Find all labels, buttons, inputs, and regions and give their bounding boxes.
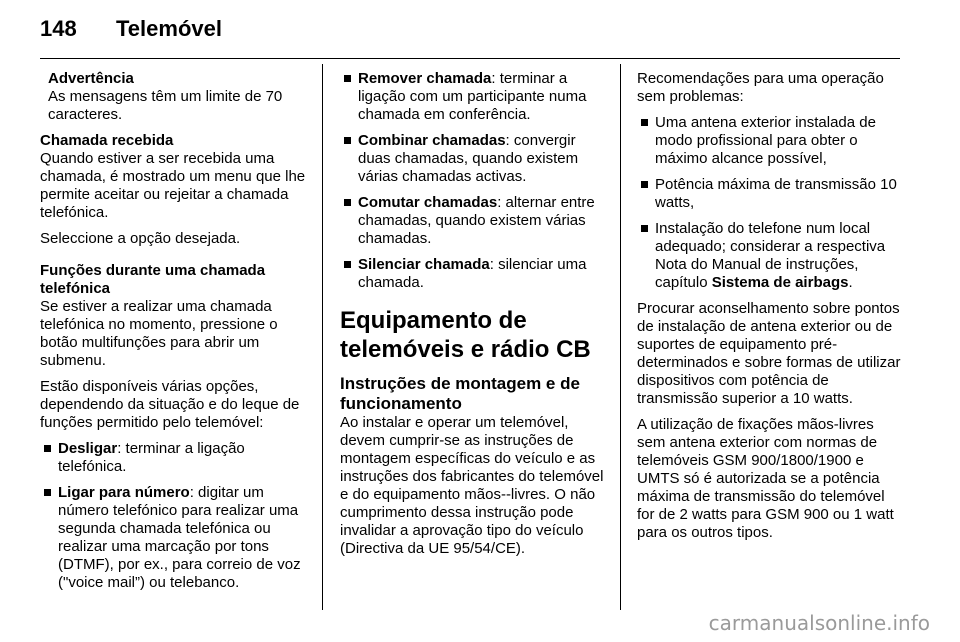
incoming-call-text: Quando estiver a ser recebida uma chamada, é mostrado um menu que lhe permite aceitar ou rejeitar a chamada telefónica. — [40, 150, 306, 221]
column-3 — [637, 70, 905, 550]
list-item-term: Combinar chamadas — [358, 132, 506, 149]
call-functions-text: Se estiver a realizar uma chamada telefónica no momento, pressione o botão multifunções para abrir um submenu. — [40, 298, 278, 369]
warning-text: As mensagens têm um limite de 70 caracteres. — [48, 88, 283, 123]
subsection-heading: Instruções de montagem e de funcionamento — [340, 374, 580, 413]
list-item-text: Potência máxima de transmissão 10 watts, — [655, 176, 897, 211]
bullet-square-icon — [641, 225, 648, 232]
options-text: Estão disponíveis várias opções, dependendo da situação e do leque de funções permitido pelo telemóvel: — [40, 378, 300, 431]
warning-note — [48, 70, 310, 124]
page-title: Telemóvel — [116, 16, 222, 41]
bullet-square-icon — [344, 75, 351, 82]
list-item-tail: . — [848, 274, 853, 291]
header-rule — [40, 58, 900, 59]
list-item-term: Silenciar chamada — [358, 256, 490, 273]
column-2 — [340, 70, 608, 566]
list-item-text: : terminar a ligação telefónica. — [58, 440, 245, 475]
bullet-square-icon — [344, 261, 351, 268]
warning-title: Advertência — [48, 70, 134, 87]
list-item-text: : silenciar uma chamada. — [358, 256, 587, 291]
list-item-text: : terminar a ligação com um participante numa chamada em conferência. — [358, 70, 587, 123]
list-item-text: Uma antena exterior instalada de modo profissional para obter o máximo alcance possível, — [655, 114, 876, 167]
bullet-square-icon — [44, 445, 51, 452]
call-functions-section — [40, 262, 310, 370]
column-1 — [40, 70, 310, 600]
advice-text: Procurar aconselhamento sobre pontos de instalação de antena exterior ou de suportes de equipamento pré-determinados e sobre formas de utilizar dispositivos com potência de transmissão superior a 10 watts. — [637, 300, 901, 407]
airbag-reference: Sistema de airbags — [711, 274, 849, 291]
list-item — [340, 132, 608, 186]
call-functions-title: Funções durante uma chamada telefónica — [40, 262, 266, 297]
list-item — [637, 114, 905, 168]
list-item-text: : digitar um número telefónico para realizar uma segunda chamada telefónica ou realizar uma marcação por tons (DTMF), por ex., para correio de voz ("voice mail”) ou telebanco. — [58, 484, 301, 591]
bullet-square-icon — [44, 489, 51, 496]
list-item-text: Instalação do telefone num local adequado; considerar a respectiva Nota do Manual de instruções, capítulo — [655, 220, 886, 291]
bullet-square-icon — [344, 199, 351, 206]
list-item — [637, 220, 905, 292]
incoming-call-section — [40, 132, 310, 222]
column-divider-1 — [322, 64, 323, 610]
list-item-term: Ligar para número — [58, 484, 190, 501]
bullet-square-icon — [344, 137, 351, 144]
list-item-term: Remover chamada — [358, 70, 492, 87]
list-item-text: : alternar entre chamadas, quando existem várias chamadas. — [358, 194, 595, 247]
watermark: carmanualsonline.info — [708, 611, 930, 635]
list-item — [637, 176, 905, 212]
bullet-square-icon — [641, 119, 648, 126]
select-option-text: Seleccione a opção desejada. — [40, 230, 241, 247]
column-divider-2 — [620, 64, 621, 610]
recommendations-intro: Recomendações para uma operação sem problemas: — [637, 70, 884, 105]
list-item-term: Desligar — [58, 440, 118, 457]
bullet-square-icon — [641, 181, 648, 188]
section-heading: Equipamento de telemóveis e rádio CB — [340, 307, 591, 363]
handsfree-text: A utilização de fixações mãos-livres sem antena exterior com normas de telemóveis GSM 900/1800/1900 e UMTS só é autorizada se a potência máxima de transmissão do telemóvel for de 2 watts para GSM 900 ou 1 watt para os outros tipos. — [637, 416, 894, 541]
installation-text: Ao instalar e operar um telemóvel, devem cumprir-se as instruções de montagem específicas do veículo e as instruções dos fabricantes do telemóvel e do equipamento mãos--livres. O não cumprimento dessa instrução pode invalidar a aprovação tipo do veículo (Directiva da UE 95/54/CE). — [340, 414, 604, 557]
list-item-term: Comutar chamadas — [358, 194, 498, 211]
list-item-text: : convergir duas chamadas, quando existem várias chamadas activas. — [358, 132, 579, 185]
incoming-call-title: Chamada recebida — [40, 132, 174, 149]
list-item — [340, 70, 608, 124]
page-header — [40, 16, 222, 42]
list-item — [340, 256, 608, 292]
list-item — [40, 440, 310, 476]
list-item — [340, 194, 608, 248]
list-item — [40, 484, 310, 592]
page-number: 148 — [40, 16, 77, 41]
